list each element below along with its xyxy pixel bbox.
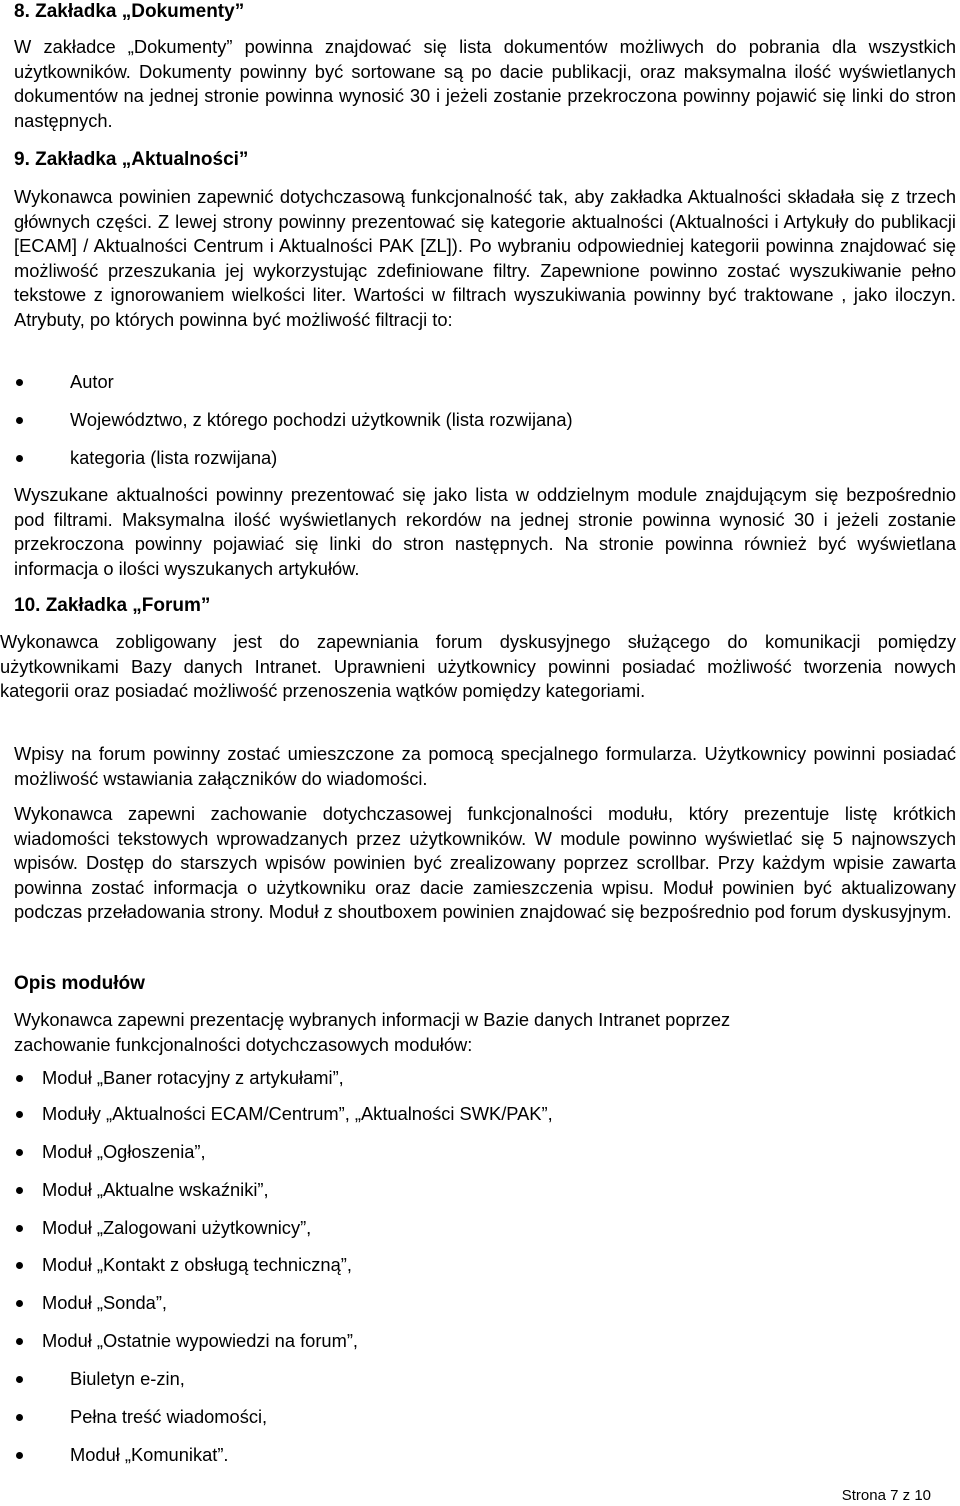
module-label: Pełna treść wiadomości, — [70, 1406, 268, 1427]
section-8-heading: 8. Zakładka „Dokumenty” — [14, 1, 245, 22]
bullet-icon — [16, 1262, 23, 1269]
modules-intro-line-2: zachowanie funkcjonalności dotychczasowych modułów: — [14, 1034, 473, 1055]
module-label: Moduł „Komunikat”. — [70, 1444, 229, 1465]
page-label: Strona — [841, 1487, 886, 1504]
bullet-icon — [16, 1111, 23, 1118]
list-item — [70, 446, 277, 471]
bullet-icon — [16, 417, 23, 424]
page-separator: z — [902, 1487, 911, 1504]
bullet-icon — [16, 379, 23, 386]
list-item — [70, 1367, 185, 1392]
section-9-paragraph: Wykonawca powinien zapewnić dotychczasową funkcjonalność tak, aby zakładka Aktualności składała się z trzech głównych części. Z lewej strony powinny prezentować się kategorie aktualności (Aktualności i Artykuły do publikacji [ECAM] / Aktualności Centrum i Aktualności PAK [ZL]). Po wybraniu odpowiedniej kategorii powinna znajdować się możliwość przeszukania jej wykorzystując zdefiniowane filtry. Zapewnione powinno zostać wyszukiwanie pełno tekstowe z ignorowaniem wielkości liter. Wartości w filtrach wyszukiwania powinny być traktowane , jako iloczyn. Atrybuty, po których powinna być możliwość filtracji to: — [14, 186, 956, 330]
list-item — [70, 370, 114, 395]
modules-heading: Opis modułów — [14, 973, 145, 994]
page-total: 10 — [914, 1487, 931, 1504]
bullet-icon — [16, 1225, 23, 1232]
bullet-icon — [16, 1414, 23, 1421]
module-label: Moduł „Kontakt z obsługą techniczną”, — [42, 1254, 352, 1275]
list-item — [70, 1405, 267, 1430]
list-item — [42, 1291, 167, 1316]
filter-label: Autor — [70, 371, 114, 392]
filter-label: Województwo, z którego pochodzi użytkownik (lista rozwijana) — [70, 409, 573, 430]
list-item — [70, 1443, 229, 1468]
bullet-icon — [16, 1338, 23, 1345]
bullet-icon — [16, 1187, 23, 1194]
bullet-icon — [16, 1075, 23, 1082]
list-item — [42, 1140, 206, 1165]
page-current: 7 — [890, 1487, 899, 1504]
bullet-icon — [16, 1149, 23, 1156]
module-label: Moduł „Sonda”, — [42, 1292, 167, 1313]
modules-intro-line-1: Wykonawca zapewni prezentację wybranych informacji w Bazie danych Intranet poprzez — [14, 1009, 731, 1030]
bullet-icon — [16, 455, 23, 462]
list-item — [42, 1066, 344, 1091]
filter-label: kategoria (lista rozwijana) — [70, 447, 278, 468]
section-8-paragraph: W zakładce „Dokumenty” powinna znajdować się lista dokumentów możliwych do pobrania dla wszystkich użytkowników. Dokumenty powinny być sortowane są po dacie publikacji, oraz maksymalna ilość wyświetlanych dokumentów na jednej stronie powinna wynosić 30 i jeżeli zostanie przekroczona powinny pojawić się linki do stron następnych. — [14, 36, 956, 131]
list-item — [42, 1216, 311, 1241]
section-10-paragraph-2: Wpisy na forum powinny zostać umieszczone za pomocą specjalnego formularza. Użytkownicy powinni posiadać możliwość wstawiania załączników do wiadomości. — [14, 743, 956, 789]
module-label: Moduły „Aktualności ECAM/Centrum”, „Aktualności SWK/PAK”, — [42, 1103, 553, 1124]
list-item — [42, 1253, 352, 1278]
list-item — [42, 1329, 358, 1354]
module-label: Moduł „Ostatnie wypowiedzi na forum”, — [42, 1330, 358, 1351]
list-item — [42, 1102, 553, 1127]
module-label: Biuletyn e-zin, — [70, 1368, 185, 1389]
section-10-paragraph-3: Wykonawca zapewni zachowanie dotychczasowej funkcjonalności modułu, który prezentuje listę krótkich wiadomości tekstowych wprowadzanych przez użytkowników. W module powinno wyświetlać się 5 najnowszych wpisów. Dostęp do starszych wpisów powinien być zrealizowany poprzez scrollbar. Przy każdym wpisie zawarta powinna zostać informacja o użytkowniku oraz dacie zamieszczenia wpisu. Moduł powinien być aktualizowany podczas przeładowania strony. Moduł z shoutboxem powinien znajdować się bezpośrednio pod forum dyskusyjnym. — [14, 803, 956, 923]
section-10-heading: 10. Zakładka „Forum” — [14, 595, 211, 616]
section-9-results-paragraph: Wyszukane aktualności powinny prezentować się jako lista w oddzielnym module znajdującym się bezpośrednio pod filtrami. Maksymalna ilość wyświetlanych rekordów na jednej stronie powinna wynosić 30 i jeżeli zostanie przekroczona powinny pojawiać się linki do stron następnych. Na stronie powinna również być wyświetlana informacja o ilości wyszukanych artykułów. — [14, 484, 956, 579]
module-label: Moduł „Baner rotacyjny z artykułami”, — [42, 1067, 344, 1088]
section-10-paragraph-1: Wykonawca zobligowany jest do zapewniania forum dyskusyjnego służącego do komunikacji pomiędzy użytkownikami Bazy danych Intranet. Uprawnieni użytkownicy powinni posiadać możliwość tworzenia nowych kategorii oraz posiadać możliwość przenoszenia wątków pomiędzy kategoriami. — [0, 631, 956, 702]
bullet-icon — [16, 1452, 23, 1459]
bullet-icon — [16, 1300, 23, 1307]
bullet-icon — [16, 1376, 23, 1383]
module-label: Moduł „Aktualne wskaźniki”, — [42, 1179, 269, 1200]
page-number — [842, 1487, 931, 1505]
module-label: Moduł „Zalogowani użytkownicy”, — [42, 1217, 312, 1238]
section-9-heading: 9. Zakładka „Aktualności” — [14, 149, 249, 170]
module-label: Moduł „Ogłoszenia”, — [42, 1141, 206, 1162]
list-item — [42, 1178, 269, 1203]
list-item — [70, 408, 573, 433]
